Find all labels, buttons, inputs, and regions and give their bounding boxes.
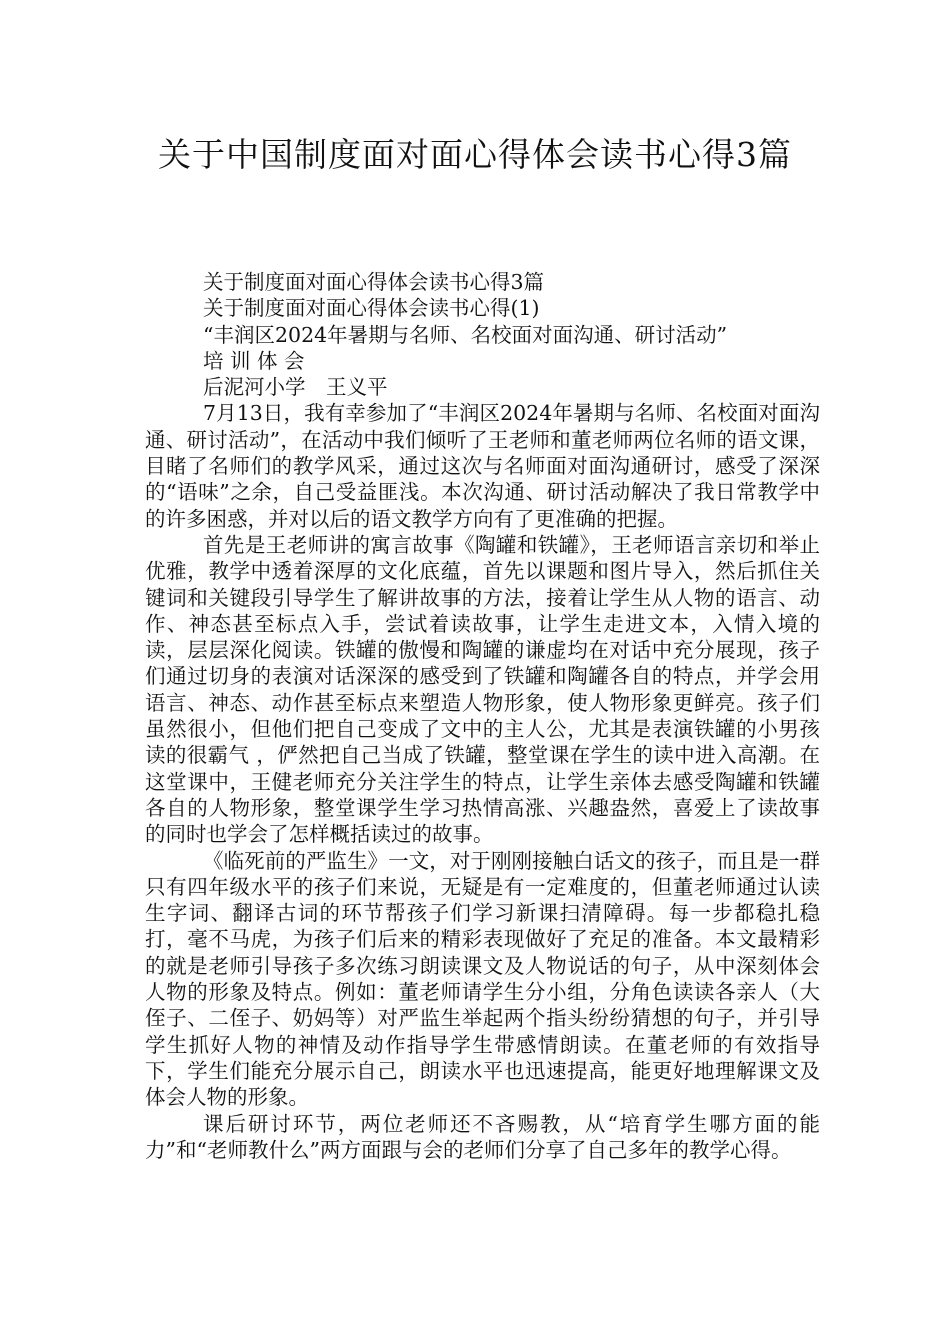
author-line: 后泥河小学 王义平 [203,375,388,400]
document-body [145,269,820,1163]
paragraph: 首先是王老师讲的寓言故事《陶罐和铁罐》，王老师语言亲切和举止优雅，教学中透着深厚的文化底蕴，首先以课题和图片导入，然后抓住关键词和关键段引导学生了解讲故事的方法，接着让学生从人物的语言、动作、神态甚至标点入手，尝试着读故事，让学生走进文本，入情入境的读，层层深化阅读。铁罐的傲慢和陶罐的谦虚均在对话中充分展现，孩子们通过切身的表演对话深深的感受到了铁罐和陶罐各自的特点，并学会用语言、神态、动作甚至标点来塑造人物形象，使人物形象更鲜亮。孩子们虽然很小，但他们把自己变成了文中的主人公，尤其是表演铁罐的小男孩读的很霸气 ，俨然把自己当成了铁罐，整堂课在学生的读中进入高潮。在这堂课中，王健老师充分关注学生的特点，让学生亲体去感受陶罐和铁罐各自的人物形象，整堂课学生学习热情高涨、兴趣盎然，喜爱上了读故事的同时也学会了怎样概括读过的故事。 [145,532,820,847]
document-title: 关于中国制度面对面心得体会读书心得3篇 [158,135,792,174]
subtitle-line: 关于制度面对面心得体会读书心得(1) [203,296,540,321]
section-heading: 培 训 体 会 [203,348,305,373]
event-title-line: “丰润区2024年暑期与名师、名校面对面沟通、研讨活动” [203,322,728,347]
paragraph: 7月13日，我有幸参加了“丰润区2024年暑期与名师、名校面对面沟通、研讨活动”，在活动中我们倾听了王老师和董老师两位名师的语文课，目睹了名师们的教学风采，通过这次与名师面对面沟通研讨，感受了深深的“语味”之余，自己受益匪浅。本次沟通、研讨活动解决了我日常教学中的许多困惑，并对以后的语文教学方向有了更准确的把握。 [145,401,820,531]
paragraph: 课后研讨环节，两位老师还不吝赐教，从“培育学生哪方面的能力”和“老师教什么”两方面跟与会的老师们分享了自己多年的教学心得。 [145,1111,820,1162]
subtitle-line: 关于制度面对面心得体会读书心得3篇 [203,270,545,294]
paragraph: 《临死前的严监生》一文，对于刚刚接触白话文的孩子，而且是一群只有四年级水平的孩子们来说，无疑是有一定难度的，但董老师通过认读生字词、翻译古词的环节帮孩子们学习新课扫清障碍。每一步都稳扎稳打，毫不马虎，为孩子们后来的精彩表现做好了充足的准备。本文最精彩的就是老师引导孩子多次练习朗读课文及人物说话的句子，从中深刻体会人物的形象及特点。例如：董老师请学生分小组，分角色读读各亲人（大侄子、二侄子、奶妈等）对严监生举起两个指头纷纷猜想的句子，并引导学生抓好人物的神情及动作指导学生带感情朗读。在董老师的有效指导下，学生们能充分展示自己，朗读水平也迅速提高，能更好地理解课文及体会人物的形象。 [145,848,820,1110]
